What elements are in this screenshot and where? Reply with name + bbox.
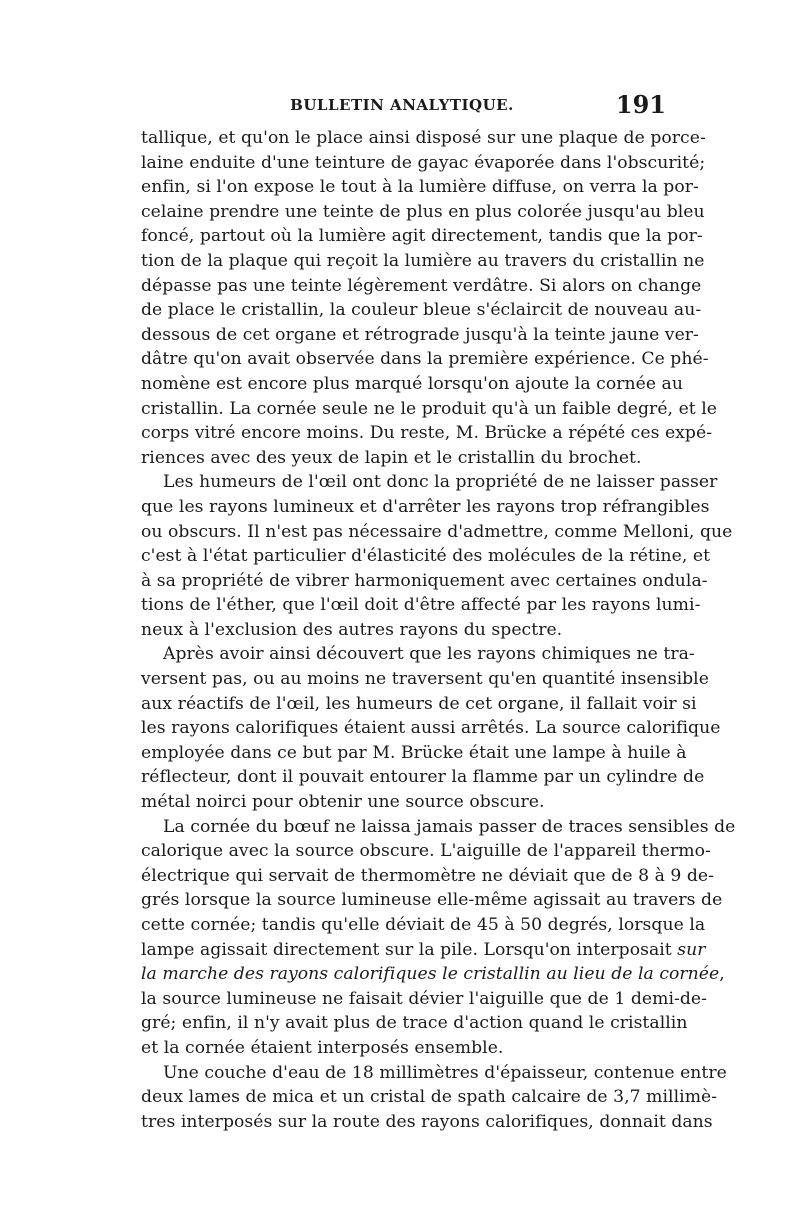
text-line: à sa propriété de vibrer harmoniquement avec certaines ondula- xyxy=(141,570,708,591)
text-line: cristallin. La cornée seule ne le produit qu'à un faible degré, et le xyxy=(141,398,718,419)
text-line: les rayons calorifiques étaient aussi arrêtés. La source calorifique xyxy=(141,718,721,739)
text-line: et la cornée étaient interposés ensemble. xyxy=(141,1037,504,1058)
text-line: dépasse pas une teinte légèrement verdâtre. Si alors on change xyxy=(141,275,702,296)
text-line: versent pas, ou au moins ne traversent qu'en quantité insensible xyxy=(141,669,709,690)
text-line: cette cornée; tandis qu'elle déviait de 45 à 50 degrés, lorsque la xyxy=(141,915,706,935)
text-line: la source lumineuse ne faisait dévier l'aiguille que de 1 demi-de- xyxy=(141,988,707,1009)
text-line: celaine prendre une teinte de plus en plus colorée jusqu'au bleu xyxy=(141,201,705,222)
text-line: deux lames de mica et un cristal de spath calcaire de 3,7 millimè- xyxy=(141,1087,718,1108)
text-line: foncé, partout où la lumière agit directement, tandis que la por- xyxy=(141,226,703,247)
text-line: neux à l'exclusion des autres rayons du spectre. xyxy=(141,619,563,640)
paragraph xyxy=(141,1061,727,1135)
text-line: tion de la plaque qui reçoit la lumière au travers du cristallin ne xyxy=(141,250,705,271)
text-line: dâtre qu'on avait observée dans la première expérience. Ce phé- xyxy=(141,349,709,370)
text-line: la marche des rayons calorifiques le cristallin au lieu de la cornée, xyxy=(141,964,725,985)
text-line: riences avec des yeux de lapin et le cristallin du brochet. xyxy=(141,447,642,468)
text-line: c'est à l'état particulier d'élasticité des molécules de la rétine, et xyxy=(141,546,711,567)
text-line: Les humeurs de l'œil ont donc la propriété de ne laisser passer xyxy=(163,472,718,493)
text-line: ou obscurs. Il n'est pas nécessaire d'admettre, comme Melloni, que xyxy=(141,521,733,542)
text-line: Après avoir ainsi découvert que les rayons chimiques ne tra- xyxy=(163,644,695,665)
text-line: La cornée du bœuf ne laissa jamais passer de traces sensibles de xyxy=(163,816,736,837)
text-line: calorique avec la source obscure. L'aiguille de l'appareil thermo- xyxy=(141,841,711,862)
paragraph xyxy=(141,470,733,642)
page-header xyxy=(141,90,666,126)
text-line: Une couche d'eau de 18 millimètres d'épaisseur, contenue entre xyxy=(163,1062,727,1083)
text-line: nomène est encore plus marqué lorsqu'on ajoute la cornée au xyxy=(141,373,683,394)
body-text xyxy=(141,126,736,1134)
page-number: 191 xyxy=(615,90,666,119)
paragraph xyxy=(141,126,718,470)
text-line: laine enduite d'une teinture de gayac évaporée dans l'obscurité; xyxy=(141,152,706,173)
text-line: tres interposés sur la route des rayons calorifiques, donnait dans xyxy=(141,1111,713,1132)
running-head: BULLETIN ANALYTIQUE. xyxy=(290,96,514,114)
text-line: de place le cristallin, la couleur bleue s'éclaircit de nouveau au- xyxy=(141,300,702,321)
text-line: électrique qui servait de thermomètre ne déviait que de 8 à 9 de- xyxy=(141,865,715,886)
text-line: lampe agissait directement sur la pile. Lorsqu'on interposait sur xyxy=(141,939,706,960)
text-line: tallique, et qu'on le place ainsi disposé sur une plaque de porce- xyxy=(141,128,706,148)
text-line: grés lorsque la source lumineuse elle-même agissait au travers de xyxy=(141,890,723,911)
paragraph xyxy=(141,815,736,1061)
text-line: métal noirci pour obtenir une source obscure. xyxy=(141,792,545,813)
text-line: que les rayons lumineux et d'arrêter les rayons trop réfrangibles xyxy=(141,496,710,517)
text-line: enfin, si l'on expose le tout à la lumière diffuse, on verra la por- xyxy=(141,177,699,198)
text-line: aux réactifs de l'œil, les humeurs de cet organe, il fallait voir si xyxy=(141,693,697,714)
text-line: dessous de cet organe et rétrograde jusqu'à la teinte jaune ver- xyxy=(141,324,699,345)
text-line: gré; enfin, il n'y avait plus de trace d'action quand le cristallin xyxy=(141,1013,688,1034)
text-line: corps vitré encore moins. Du reste, M. Brücke a répété ces expé- xyxy=(141,423,713,444)
text-line: réflecteur, dont il pouvait entourer la flamme par un cylindre de xyxy=(141,767,705,788)
text-line: tions de l'éther, que l'œil doit d'être affecté par les rayons lumi- xyxy=(141,595,701,616)
book-page xyxy=(141,90,736,1134)
text-line: employée dans ce but par M. Brücke était une lampe à huile à xyxy=(141,742,687,763)
paragraph xyxy=(141,642,721,814)
